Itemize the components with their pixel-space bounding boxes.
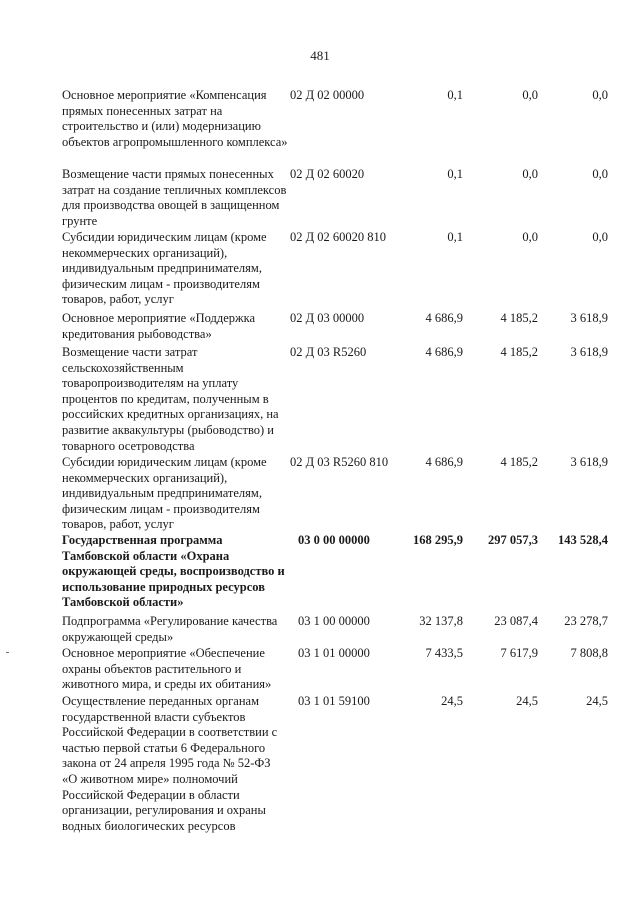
row-code: 03 1 01 00000 xyxy=(298,646,370,660)
row-code: 02 Д 02 00000 xyxy=(290,88,365,102)
row-value-3: 24,5 xyxy=(586,694,608,708)
row-value-2: 4 185,2 xyxy=(500,455,538,469)
row-name: Государственная программа Тамбовской области «Охрана окружающей среды, воспроизводство и использование природных ресурсов Тамбовской области» xyxy=(62,533,285,610)
row-value-1: 0,1 xyxy=(447,230,463,244)
row-value-1: 7 433,5 xyxy=(425,646,463,660)
row-name: Субсидии юридическим лицам (кроме некоммерческих организаций), индивидуальным предпринимателям, физическим лицам - производителям товаров, работ, услуг xyxy=(62,230,267,307)
row-value-3: 0,0 xyxy=(592,167,608,181)
row-name: Основное мероприятие «Обеспечение охраны объектов растительного и животного мира, и среды их обитания» xyxy=(62,646,272,692)
row-name: Подпрограмма «Регулирование качества окружающей среды» xyxy=(62,614,278,644)
row-name: Субсидии юридическим лицам (кроме некоммерческих организаций), индивидуальным предпринимателям, физическим лицам - производителям товаров, работ, услуг xyxy=(62,455,267,532)
row-code: 03 1 00 00000 xyxy=(298,614,370,628)
row-name: Возмещение части прямых понесенных затрат на создание тепличных комплексов для производства овощей в защищенном грунте xyxy=(62,167,287,228)
row-value-2: 4 185,2 xyxy=(500,311,538,325)
row-value-2: 23 087,4 xyxy=(494,614,538,628)
row-value-2: 24,5 xyxy=(516,694,538,708)
row-value-3: 3 618,9 xyxy=(570,345,608,359)
row-name: Основное мероприятие «Компенсация прямых понесенных затрат на строительство и (или) модернизацию объектов агропромышленного комплекса» xyxy=(62,88,288,149)
page-number: 481 xyxy=(310,48,330,63)
row-name: Осуществление переданных органам государственной власти субъектов Российской Федерации в соответствии с частью первой статьи 6 Федерального закона от 24 апреля 1995 года № 52-ФЗ «О животном мире» полномочий Российской Федерации в области организации, регулирования и охраны водных биологических ресурсов xyxy=(62,694,278,833)
row-value-2: 0,0 xyxy=(522,167,538,181)
row-name: Возмещение части затрат сельскохозяйственным товаропроизводителям на уплату процентов по кредитам, полученным в российских кредитных организациях, на развитие аквакультуры (рыбоводство) и товарного осетроводства xyxy=(62,345,279,453)
row-value-2: 297 057,3 xyxy=(488,533,538,547)
row-value-3: 7 808,8 xyxy=(570,646,608,660)
row-value-1: 4 686,9 xyxy=(425,311,463,325)
row-code: 03 0 00 00000 xyxy=(298,533,370,547)
row-code: 02 Д 03 R5260 810 xyxy=(290,455,389,469)
row-value-3: 0,0 xyxy=(592,230,608,244)
row-code: 02 Д 03 R5260 xyxy=(290,345,367,359)
row-code: 02 Д 03 00000 xyxy=(290,311,365,325)
row-value-1: 168 295,9 xyxy=(413,533,463,547)
row-value-3: 143 528,4 xyxy=(558,533,608,547)
row-value-3: 23 278,7 xyxy=(564,614,608,628)
row-code: 02 Д 02 60020 xyxy=(290,167,365,181)
row-code: 02 Д 02 60020 810 xyxy=(290,230,387,244)
row-code: 03 1 01 59100 xyxy=(298,694,370,708)
row-value-1: 32 137,8 xyxy=(419,614,463,628)
row-value-1: 0,1 xyxy=(447,167,463,181)
row-value-1: 4 686,9 xyxy=(425,345,463,359)
row-value-3: 3 618,9 xyxy=(570,311,608,325)
row-name: Основное мероприятие «Поддержка кредитования рыбоводства» xyxy=(62,311,256,341)
row-value-2: 4 185,2 xyxy=(500,345,538,359)
row-value-2: 7 617,9 xyxy=(500,646,538,660)
row-value-1: 0,1 xyxy=(447,88,463,102)
row-value-3: 3 618,9 xyxy=(570,455,608,469)
row-value-2: 0,0 xyxy=(522,88,538,102)
scan-artifact xyxy=(6,652,9,653)
row-value-1: 24,5 xyxy=(441,694,463,708)
row-value-3: 0,0 xyxy=(592,88,608,102)
row-value-1: 4 686,9 xyxy=(425,455,463,469)
row-value-2: 0,0 xyxy=(522,230,538,244)
